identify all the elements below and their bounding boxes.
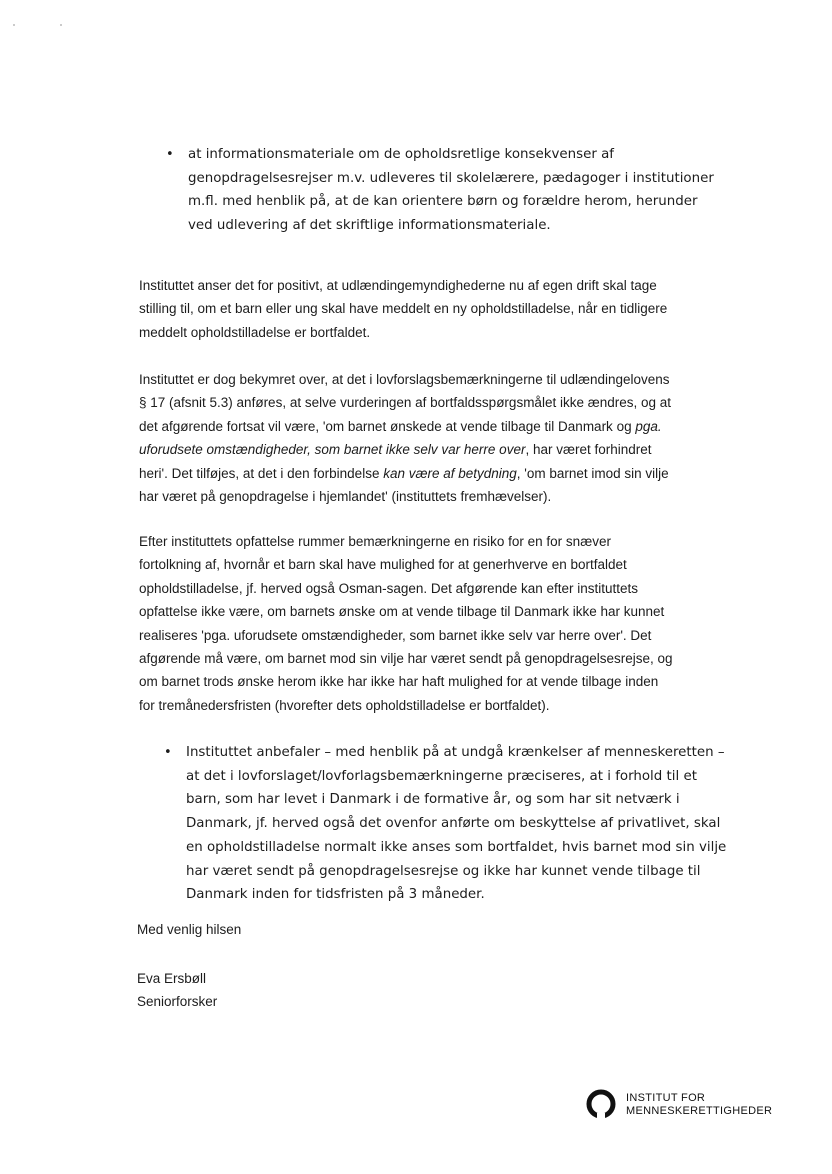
bullet-text-line: har været sendt på genopdragelsesrejse og ikke har kunnet vende tilbage til [186, 863, 701, 879]
paragraph-text: det afgørende fortsat vil være, 'om barnet ønskede at vende tilbage til Danmark og [139, 418, 636, 434]
logo-wordmark [626, 1092, 772, 1118]
paragraph-line: realiseres 'pga. uforudsete omstændigheder, som barnet ikke selv var herre over'. Det [139, 627, 652, 643]
paragraph-line: Instituttet anser det for positivt, at udlændingemyndighederne nu af egen drift skal tage [139, 278, 657, 293]
bullet-point: • [166, 147, 174, 162]
paragraph-line: opfattelse ikke være, om barnets ønske om at vende tilbage til Danmark ikke har kunnet [139, 604, 665, 620]
bullet-text-line: Instituttet anbefaler – med henblik på at undgå krænkelser af menneskeretten – [186, 745, 725, 760]
bullet-text-line: barn, som har levet i Danmark i de formative år, og som har sit netværk i [186, 792, 680, 808]
bullet-text-line: genopdragelsesrejser m.v. udleveres til skolelærere, pædagoger i institutioner [188, 170, 714, 186]
logo-ring-icon [586, 1089, 616, 1119]
paragraph-line: Efter instituttets opfattelse rummer bemærkningerne en risiko for en for snæver [139, 534, 611, 549]
paragraph-line [139, 438, 671, 461]
scan-speck [60, 24, 62, 26]
paragraph-line: Instituttet er dog bekymret over, at det i lovforslagsbemærkningerne til udlændingelovens [139, 372, 670, 387]
emphasized-text: kan være af betydning [383, 465, 517, 481]
paragraph-line: fortolkning af, hvornår et barn skal have mulighed for at generhverve en bortfaldet [139, 557, 627, 573]
paragraph-line: for tremånedersfristen (hvorefter dets opholdstilladelse er bortfaldet). [139, 697, 550, 713]
paragraph-text: , har været forhindret [525, 442, 652, 458]
bullet-text-line: at informationsmateriale om de opholdsretlige konsekvenser af [188, 147, 615, 162]
bullet-text-line: at det i lovforslaget/lovforlagsbemærkningerne præciseres, at i forhold til et [186, 768, 697, 784]
paragraph-line: om barnet trods ønske herom ikke har ikke har haft mulighed for at vende tilbage inden [139, 674, 659, 690]
paragraph-line: stilling til, om et barn eller ung skal have meddelt en ny opholdstilladelse, når en tidligere [139, 301, 668, 317]
paragraph-text: , 'om barnet imod sin vilje [516, 465, 669, 481]
logo-line-1: INSTITUT FOR [626, 1092, 706, 1104]
paragraph-line: meddelt opholdstilladelse er bortfaldet. [139, 324, 371, 340]
paragraph-institute-view [139, 530, 673, 717]
paragraph-text: heri'. Det tilføjes, at det i den forbindelse [139, 465, 384, 481]
bullet-item-recommendation [164, 741, 727, 907]
paragraph-concern [139, 368, 671, 508]
bullet-text-line: m.fl. med henblik på, at de kan orientere børn og forældre herom, herunder [188, 194, 698, 210]
signatory-title: Seniorforsker [137, 994, 218, 1009]
paragraph-line: § 17 (afsnit 5.3) anføres, at selve vurderingen af bortfaldsspørgsmålet ikke ændres, og at [139, 395, 672, 411]
paragraph-line: har været på genopdragelse i hjemlandet' (instituttets fremhævelser). [139, 489, 552, 505]
bullet-text-line: Danmark inden for tidsfristen på 3 måneder. [186, 887, 485, 903]
bullet-point: • [164, 745, 172, 760]
paragraph-line [139, 462, 671, 485]
scan-speck [13, 24, 15, 26]
bullet-text-line: en opholdstilladelse normalt ikke anses som bortfaldet, hvis barnet mod sin vilje [186, 839, 727, 855]
bullet-text-line: ved udlevering af det skriftlige informationsmateriale. [188, 218, 551, 234]
paragraph-line [139, 415, 671, 438]
signatory-name: Eva Ersbøll [137, 971, 207, 986]
paragraph-line: afgørende må være, om barnet mod sin vilje har været sendt på genopdragelsesrejse, og [139, 651, 673, 667]
bullet-text-line: Danmark, jf. herved også det ovenfor anførte om beskyttelse af privatlivet, skal [186, 816, 721, 832]
bullet-item-information-material [166, 143, 714, 238]
closing-greeting: Med venlig hilsen [137, 922, 242, 937]
paragraph-positive-assessment [139, 274, 667, 344]
emphasized-text: uforudsete omstændigheder, som barnet ikke selv var herre over [139, 442, 526, 458]
emphasized-text: pga. [635, 418, 662, 434]
institute-logo [586, 1089, 786, 1123]
paragraph-line: opholdstilladelse, jf. herved også Osman-sagen. Det afgørende kan efter instituttets [139, 580, 639, 596]
logo-line-2: MENNESKERETTIGHEDER [626, 1105, 773, 1117]
